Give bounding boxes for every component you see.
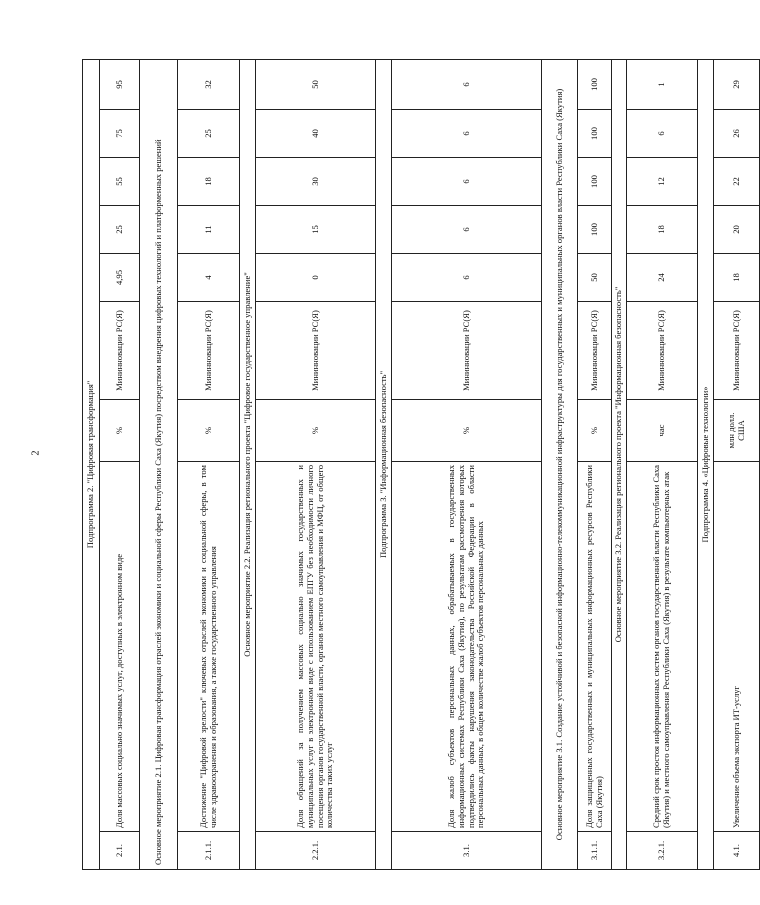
- section-title: Основное мероприятие 3.2. Реализация регионального проекта "Информационная безопасность": [612, 59, 627, 869]
- section-row: [612, 59, 627, 869]
- indicator-value: 20: [714, 206, 760, 254]
- section-row: [698, 59, 714, 869]
- indicator-value: 100: [578, 59, 612, 109]
- indicator-name: Доля защищенных государственных и муниципальных информационных ресурсов Республики Саха (Якутия): [578, 462, 612, 832]
- section-row: [240, 59, 256, 869]
- section-row: [140, 59, 178, 869]
- indicator-unit: %: [256, 400, 376, 462]
- indicator-unit: млн долл. США: [714, 400, 760, 462]
- indicator-value: 6: [392, 158, 542, 206]
- section-title: Основное мероприятие 2.2. Реализация регионального проекта "Цифровое государственное управление": [240, 59, 256, 869]
- indicator-value: 6: [392, 59, 542, 109]
- page-number: 2: [30, 450, 42, 456]
- indicator-value: 30: [256, 158, 376, 206]
- indicator-value: 25: [100, 206, 140, 254]
- indicator-name: Доля жалоб субъектов персональных данных, обрабатываемых в государственных информационных системах Республики Саха (Якутия), по результатам рассмотрения которых подтвердились факты нарушения законодательства Российской Федерации в области персональных данных, в общем количестве жалоб субъектов персональных данных: [392, 462, 542, 832]
- responsible-body: Мининновации РС(Я): [714, 302, 760, 400]
- indicator-value: 1: [627, 59, 698, 109]
- responsible-body: Мининновации РС(Я): [178, 302, 240, 400]
- section-row: [376, 59, 392, 869]
- indicator-value: 12: [627, 158, 698, 206]
- indicator-name: Увеличение объема экспорта ИТ-услуг: [714, 462, 760, 832]
- indicator-value: 15: [256, 206, 376, 254]
- indicator-name: Доля обращений за получением массовых социально значимых государственных и муниципальных услуг в электронном виде с использованием ЕПГУ без необходимости личного посещения органов государственной власти, органов местного самоуправления и МФЦ, от общего количества таких услуг: [256, 462, 376, 832]
- indicator-number: 2.1.: [100, 832, 140, 870]
- indicator-unit: %: [178, 400, 240, 462]
- indicator-name: Средний срок простоя информационных систем органов государственной власти Республики Саха (Якутия) и местного самоуправления Республики Саха (Якутия) в результате компьютерных атак: [627, 462, 698, 832]
- section-row: [542, 59, 578, 869]
- indicator-unit: час: [627, 400, 698, 462]
- indicator-number: 2.1.1.: [178, 832, 240, 870]
- indicator-value: 29: [714, 59, 760, 109]
- indicator-row: [714, 59, 760, 869]
- indicator-row: [178, 59, 240, 869]
- indicator-value: 4: [178, 254, 240, 302]
- section-title: Основное мероприятие 3.1. Создание устойчивой и безопасной информационно-телекоммуникационной инфраструктуры для государственных и муниципальных органов власти Республики Саха (Якутия): [542, 59, 578, 869]
- indicator-value: 0: [256, 254, 376, 302]
- indicator-value: 50: [256, 59, 376, 109]
- indicator-value: 24: [627, 254, 698, 302]
- indicator-value: 6: [627, 110, 698, 158]
- indicator-number: 4.1.: [714, 832, 760, 870]
- section-title: Основное мероприятие 2.1. Цифровая трансформация отраслей экономики и социальной сферы Республики Саха (Якутия) посредством внедрения цифровых технологий и платформенных решений: [140, 59, 178, 869]
- indicator-value: 40: [256, 110, 376, 158]
- table-container: [82, 60, 746, 870]
- indicator-value: 18: [627, 206, 698, 254]
- indicator-unit: %: [392, 400, 542, 462]
- indicator-name: Доля массовых социально значимых услуг, доступных в электронном виде: [100, 462, 140, 832]
- rotated-page: [82, 60, 746, 870]
- indicator-value: 32: [178, 59, 240, 109]
- indicator-value: 50: [578, 254, 612, 302]
- indicator-value: 22: [714, 158, 760, 206]
- responsible-body: Мининновации РС(Я): [256, 302, 376, 400]
- indicator-value: 11: [178, 206, 240, 254]
- indicator-row: [256, 59, 376, 869]
- indicators-table: [82, 59, 760, 870]
- indicator-value: 18: [178, 158, 240, 206]
- indicator-row: [578, 59, 612, 869]
- responsible-body: Мининновации РС(Я): [392, 302, 542, 400]
- section-title: Подпрограмма 2. "Цифровая трансформация": [83, 59, 100, 869]
- indicator-value: 55: [100, 158, 140, 206]
- responsible-body: Мининновации РС(Я): [100, 302, 140, 400]
- indicator-row: [627, 59, 698, 869]
- section-title: Подпрограмма 3. "Информационная безопасность": [376, 59, 392, 869]
- indicator-row: [100, 59, 140, 869]
- indicator-unit: %: [100, 400, 140, 462]
- indicator-number: 3.2.1.: [627, 832, 698, 870]
- indicator-value: 18: [714, 254, 760, 302]
- indicator-value: 100: [578, 158, 612, 206]
- section-title: Подпрограмма 4. «Цифровые технологии»: [698, 59, 714, 869]
- indicator-number: 3.1.: [392, 832, 542, 870]
- indicator-value: 4,95: [100, 254, 140, 302]
- indicator-value: 26: [714, 110, 760, 158]
- indicator-value: 100: [578, 110, 612, 158]
- indicator-unit: %: [578, 400, 612, 462]
- indicator-number: 2.2.1.: [256, 832, 376, 870]
- indicator-number: 3.1.1.: [578, 832, 612, 870]
- indicator-value: 6: [392, 110, 542, 158]
- indicator-value: 25: [178, 110, 240, 158]
- responsible-body: Мининновации РС(Я): [578, 302, 612, 400]
- section-row: [83, 59, 100, 869]
- responsible-body: Мининновации РС(Я): [627, 302, 698, 400]
- indicator-value: 95: [100, 59, 140, 109]
- indicator-value: 6: [392, 254, 542, 302]
- indicator-value: 75: [100, 110, 140, 158]
- indicator-value: 100: [578, 206, 612, 254]
- indicator-row: [392, 59, 542, 869]
- indicator-value: 6: [392, 206, 542, 254]
- indicator-name: Достижение "Цифровой зрелости" ключевых отраслей экономики и социальной сферы, в том числе здравоохранения и образования, а также государственного управления: [178, 462, 240, 832]
